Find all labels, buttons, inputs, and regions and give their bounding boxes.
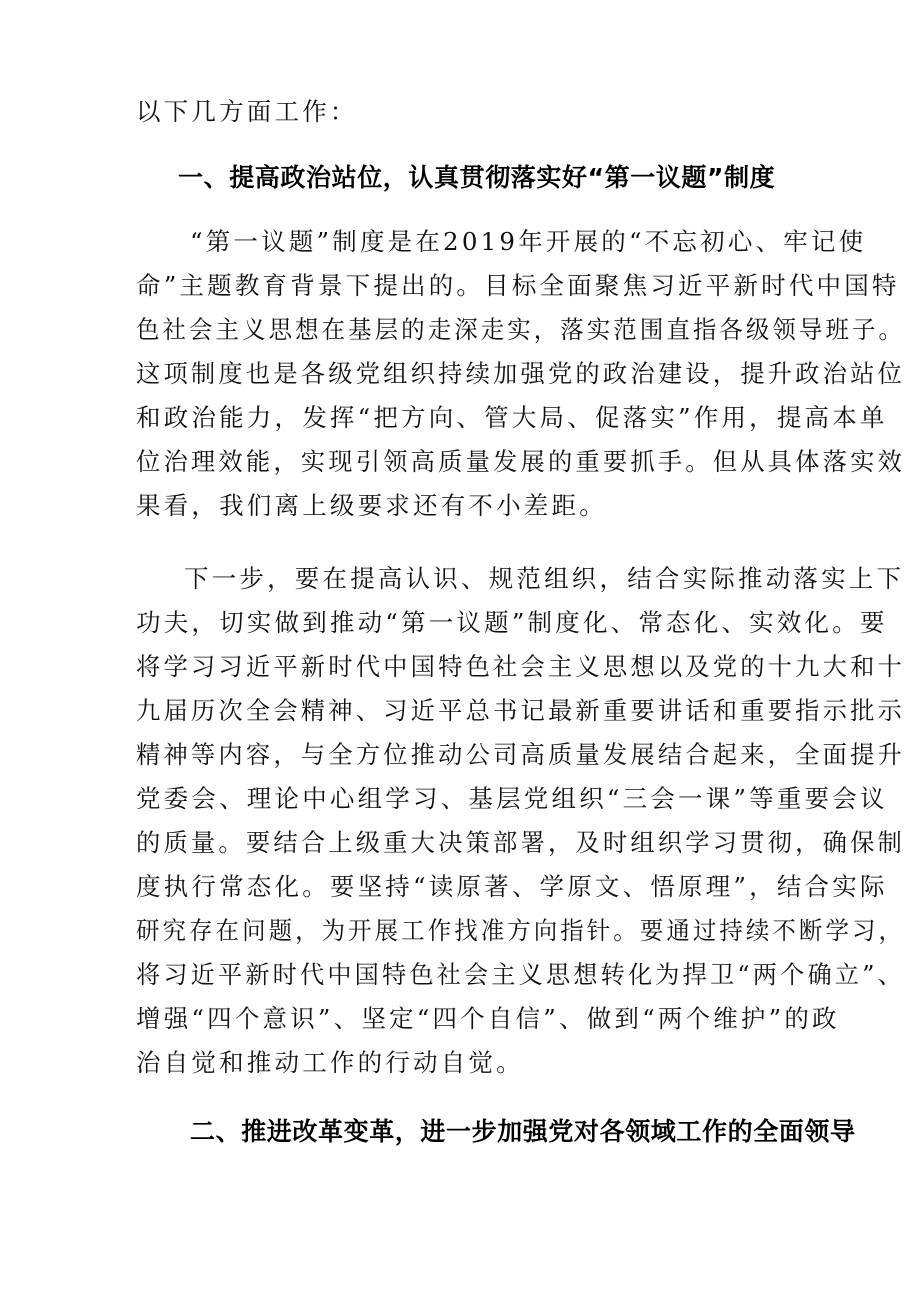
paragraph-line: 色社会主义思想在基层的走深走实，落实范围直指各级领导班子。 [136,315,905,344]
paragraph-line: 研究存在问题，为开展工作找准方向指针。要通过持续不断学习， [136,916,905,945]
section-2-heading: 二、推进改革变革，进一步加强党对各领域工作的全面领导 [190,1117,856,1146]
paragraph-line: 和政治能力，发挥“把方向、管大局、促落实”作用，提高本单 [136,403,888,432]
paragraph-line: 果看，我们离上级要求还有不小差距。 [136,491,607,520]
paragraph-line: 位治理效能，实现引领高质量发展的重要抓手。但从具体落实效 [136,447,906,476]
paragraph-line: 将习近平新时代中国特色社会主义思想转化为捍卫“两个确立”、 [136,960,905,989]
paragraph-line: 功夫，切实做到推动“第一议题”制度化、常态化、实效化。要 [136,608,888,637]
paragraph-line: 下一步，要在提高认识、规范组织，结合实际推动落实上下 [184,564,905,593]
paragraph-line: 治自觉和推动工作的行动自觉。 [136,1048,524,1077]
paragraph-line: 党委会、理论中心组学习、基层党组织“三会一课”等重要会议 [136,784,888,813]
paragraph-line: 将学习习近平新时代中国特色社会主义思想以及党的十九大和十 [136,652,906,681]
intro-line: 以下几方面工作： [136,97,358,126]
paragraph-line: 九届历次全会精神、习近平总书记最新重要讲话和重要指示批示 [136,696,906,725]
paragraph-line: 命”主题教育背景下提出的。目标全面聚焦习近平新时代中国特 [136,271,900,300]
paragraph-line: “第一议题”制度是在2019年开展的“不忘初心、牢记使 [190,227,867,256]
paragraph-line: 这项制度也是各级党组织持续加强党的政治建设，提升政治站位 [136,359,906,388]
paragraph-line: 精神等内容，与全方位推动公司高质量发展结合起来，全面提升 [136,740,906,769]
paragraph-line: 度执行常态化。要坚持“读原著、学原文、悟原理”，结合实际 [136,872,888,901]
section-1-heading: 一、提高政治站位，认真贯彻落实好“第一议题”制度 [178,163,776,192]
paragraph-line: 增强“四个意识”、坚定“四个自信”、做到“两个维护”的政 [136,1004,840,1033]
paragraph-line: 的质量。要结合上级重大决策部署，及时组织学习贯彻，确保制 [136,828,906,857]
